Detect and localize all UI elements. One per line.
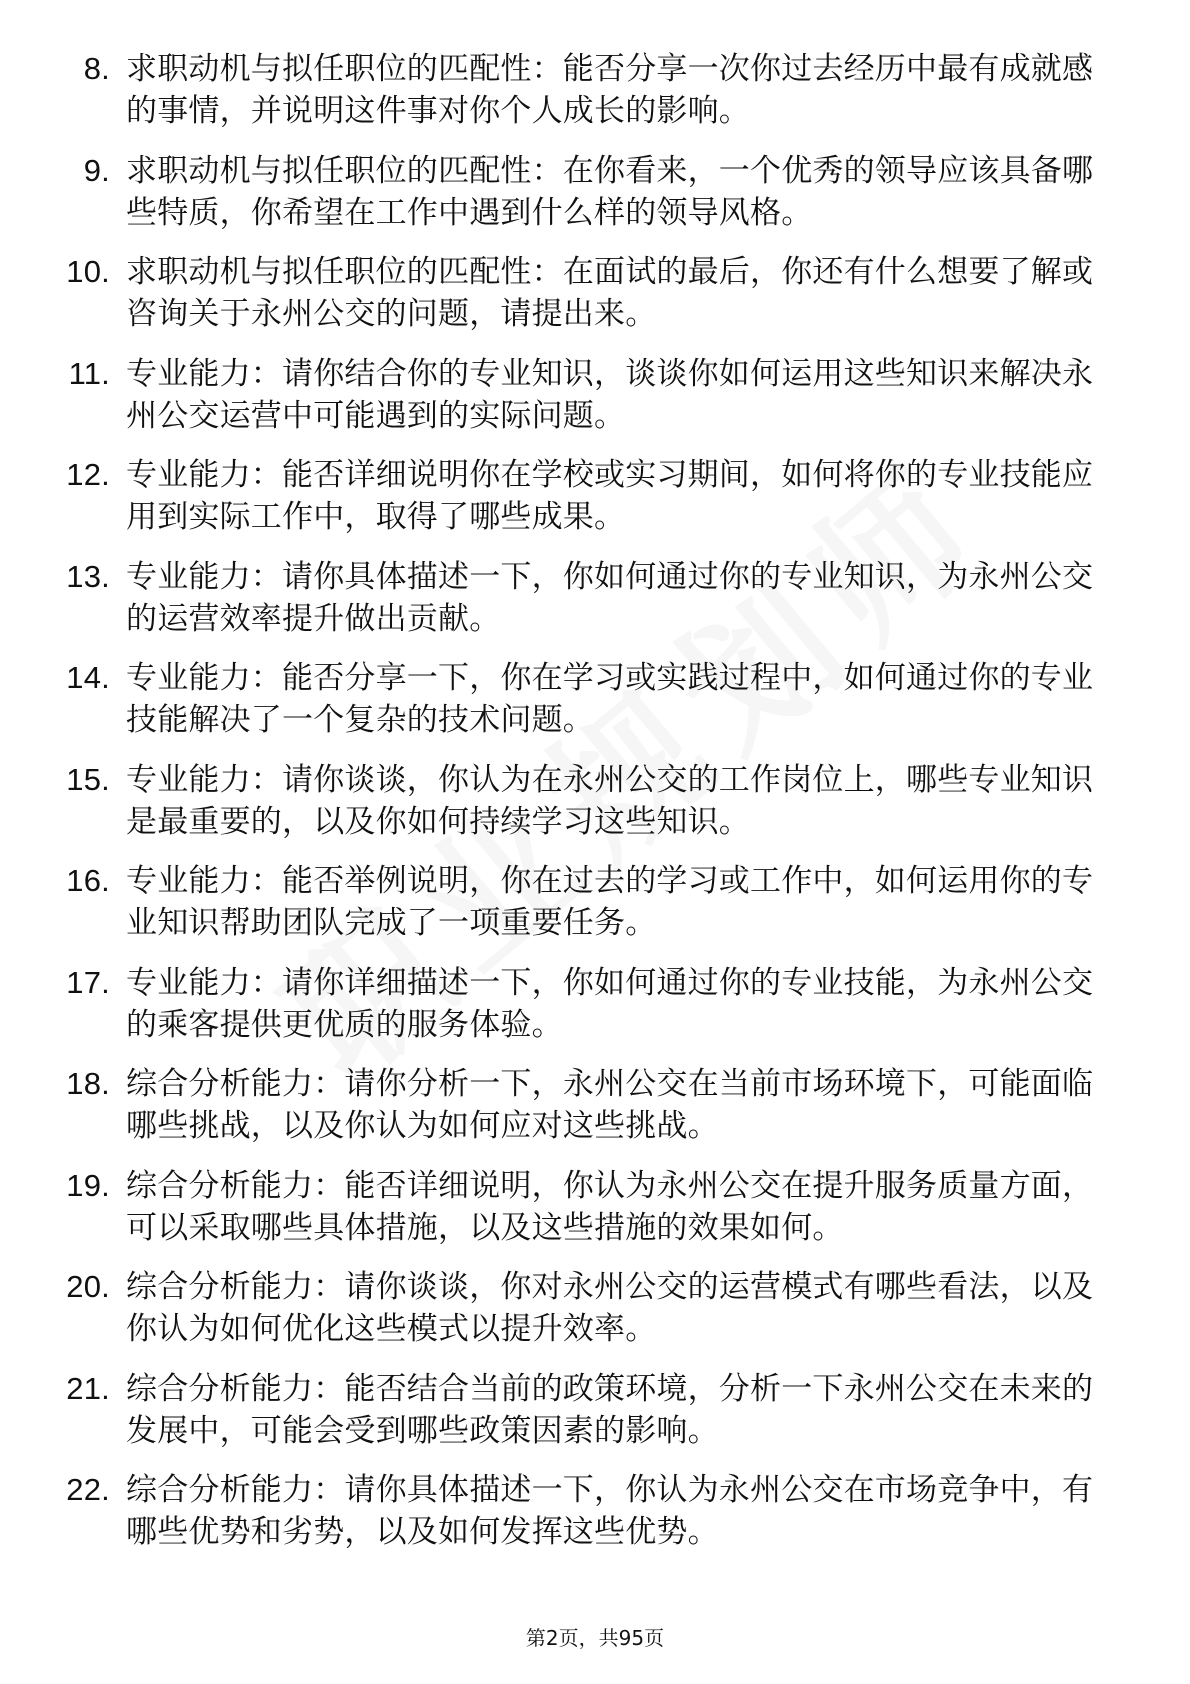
question-number: 18. xyxy=(66,1066,110,1101)
question-text: 专业能力：能否详细说明你在学校或实习期间，如何将你的专业技能应用到实际工作中，取得了哪些成果。 xyxy=(126,457,1094,535)
list-item xyxy=(56,759,1116,861)
list-item xyxy=(56,1165,1116,1267)
question-text: 专业能力：能否举例说明，你在过去的学习或工作中，如何运用你的专业知识帮助团队完成了一项重要任务。 xyxy=(126,863,1094,941)
list-item xyxy=(56,1266,1116,1368)
list-item xyxy=(56,1469,1116,1571)
list-item xyxy=(56,48,1116,150)
question-number: 9. xyxy=(83,152,110,188)
question-list xyxy=(56,48,1116,1571)
question-number: 12. xyxy=(66,457,110,492)
list-item xyxy=(56,962,1116,1064)
question-text: 综合分析能力：能否结合当前的政策环境，分析一下永州公交在未来的发展中，可能会受到哪些政策因素的影响。 xyxy=(126,1370,1094,1449)
question-number: 20. xyxy=(66,1269,110,1304)
question-number: 10. xyxy=(66,254,110,289)
list-item xyxy=(56,150,1116,252)
question-number: 15. xyxy=(66,761,110,797)
list-item xyxy=(56,1063,1116,1165)
question-text: 求职动机与拟任职位的匹配性：在面试的最后，你还有什么想要了解或咨询关于永州公交的问题，请提出来。 xyxy=(126,254,1094,332)
question-text: 专业能力：请你谈谈，你认为在永州公交的工作岗位上，哪些专业知识是最重要的，以及你如何持续学习这些知识。 xyxy=(126,761,1094,840)
question-number: 16. xyxy=(66,863,110,898)
question-number: 17. xyxy=(66,964,110,1000)
list-item xyxy=(56,556,1116,658)
question-text: 综合分析能力：能否详细说明，你认为永州公交在提升服务质量方面，可以采取哪些具体措施，以及这些措施的效果如何。 xyxy=(126,1167,1094,1246)
question-number: 22. xyxy=(66,1472,110,1507)
list-item xyxy=(56,657,1116,759)
question-number: 21. xyxy=(66,1370,110,1406)
question-text: 求职动机与拟任职位的匹配性：在你看来，一个优秀的领导应该具备哪些特质，你希望在工作中遇到什么样的领导风格。 xyxy=(126,152,1094,231)
question-number: 8. xyxy=(83,51,110,86)
list-item xyxy=(56,860,1116,962)
question-text: 专业能力：请你详细描述一下，你如何通过你的专业技能，为永州公交的乘客提供更优质的服务体验。 xyxy=(126,964,1094,1043)
list-item xyxy=(56,251,1116,353)
question-text: 专业能力：请你结合你的专业知识，谈谈你如何运用这些知识来解决永州公交运营中可能遇到的实际问题。 xyxy=(126,355,1094,434)
question-number: 11. xyxy=(68,355,110,391)
question-text: 求职动机与拟任职位的匹配性：能否分享一次你过去经历中最有成就感的事情，并说明这件事对你个人成长的影响。 xyxy=(126,51,1094,129)
list-item xyxy=(56,1368,1116,1470)
question-number: 13. xyxy=(66,558,110,594)
list-item xyxy=(56,454,1116,556)
page-footer: 第2页，共95页 xyxy=(525,1626,665,1650)
question-text: 综合分析能力：请你分析一下，永州公交在当前市场环境下，可能面临哪些挑战，以及你认为如何应对这些挑战。 xyxy=(126,1066,1094,1144)
question-number: 19. xyxy=(66,1167,110,1203)
question-text: 专业能力：请你具体描述一下，你如何通过你的专业知识，为永州公交的运营效率提升做出贡献。 xyxy=(126,558,1094,637)
question-text: 综合分析能力：请你谈谈，你对永州公交的运营模式有哪些看法，以及你认为如何优化这些模式以提升效率。 xyxy=(126,1269,1094,1347)
question-text: 综合分析能力：请你具体描述一下，你认为永州公交在市场竞争中，有哪些优势和劣势，以及如何发挥这些优势。 xyxy=(126,1472,1094,1550)
question-number: 14. xyxy=(66,660,110,695)
question-text: 专业能力：能否分享一下，你在学习或实践过程中，如何通过你的专业技能解决了一个复杂的技术问题。 xyxy=(126,660,1094,738)
list-item xyxy=(56,353,1116,455)
